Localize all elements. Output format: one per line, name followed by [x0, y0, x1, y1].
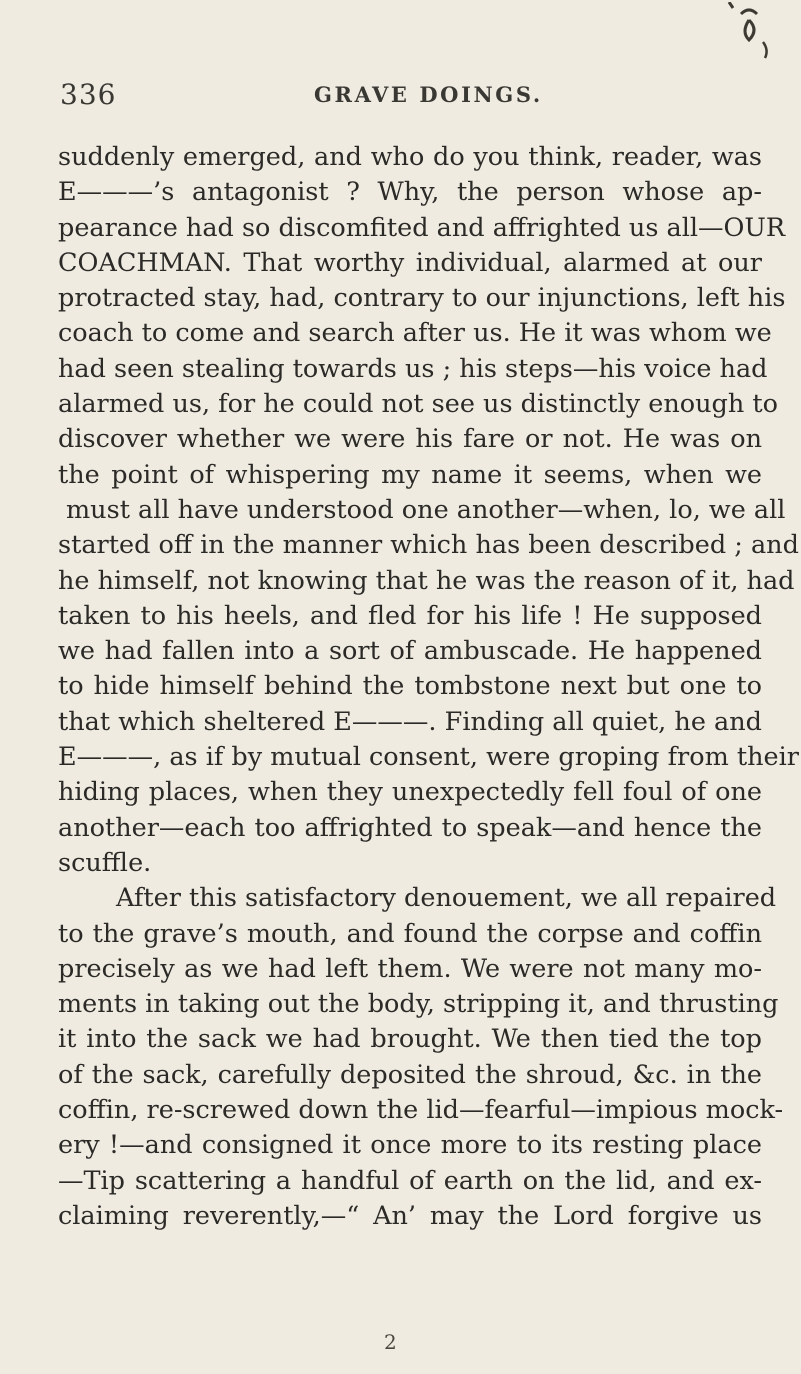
text-line: scuffle. — [58, 847, 152, 878]
text-line: COACHMAN. That worthy individual, alarmed at our — [58, 247, 762, 278]
text-line: coach to come and search after us. He it was whom we — [58, 318, 772, 349]
text-line: E———’s antagonist ? Why, the person whose ap- — [58, 177, 762, 208]
page-number: 336 — [60, 78, 117, 111]
text-line: had seen stealing towards us ; his steps—his voice had — [58, 353, 768, 384]
text-line: alarmed us, for he could not see us distinctly enough to — [58, 389, 778, 420]
text-line: ery !—and consigned it once more to its resting place — [58, 1130, 762, 1161]
corner-ornament-icon — [719, 2, 779, 60]
text-line: taken to his heels, and fled for his life ! He supposed — [58, 600, 762, 631]
text-line: started off in the manner which has been described ; and — [58, 530, 799, 561]
text-line: another—each too affrighted to speak—and hence the — [58, 812, 762, 843]
text-line: ments in taking out the body, stripping it, and thrusting — [58, 989, 779, 1020]
text-line: to the grave’s mouth, and found the corpse and coffin — [58, 918, 762, 949]
text-line: discover whether we were his fare or not. He was on — [58, 424, 762, 455]
text-line: must all have understood one another—when, lo, we all — [66, 494, 786, 525]
body-text — [58, 140, 799, 1234]
text-line: claiming reverently,—“ An’ may the Lord forgive us — [58, 1200, 762, 1231]
text-line: protracted stay, had, contrary to our injunctions, left his — [58, 283, 786, 314]
text-line: E———, as if by mutual consent, were groping from their — [58, 742, 799, 773]
text-line: hiding places, when they unexpectedly fell foul of one — [58, 777, 762, 808]
text-line: he himself, not knowing that he was the reason of it, had — [58, 565, 795, 596]
text-line: suddenly emerged, and who do you think, reader, was — [58, 142, 762, 172]
text-line: that which sheltered E———. Finding all quiet, he and — [58, 706, 762, 737]
text-line: of the sack, carefully deposited the shroud, &c. in the — [58, 1059, 762, 1090]
text-line: it into the sack we had brought. We then tied the top — [58, 1024, 762, 1055]
running-title: GRAVE DOINGS. — [314, 82, 543, 107]
text-line: —Tip scattering a handful of earth on the lid, and ex- — [58, 1165, 762, 1196]
text-line: the point of whispering my name it seems, when we — [58, 459, 762, 490]
paragraph-first-line: After this satisfactory denouement, we all repaired — [116, 883, 777, 914]
text-line: to hide himself behind the tombstone next but one to — [58, 671, 762, 702]
text-line: precisely as we had left them. We were not many mo- — [58, 953, 762, 984]
text-line: coffin, re-screwed down the lid—fearful—impious mock- — [58, 1095, 784, 1126]
running-head — [60, 78, 741, 118]
signature-mark: 2 — [384, 1330, 397, 1354]
text-line: we had fallen into a sort of ambuscade. He happened — [58, 636, 762, 667]
text-line: pearance had so discomfited and affrighted us all—OUR — [58, 212, 786, 243]
